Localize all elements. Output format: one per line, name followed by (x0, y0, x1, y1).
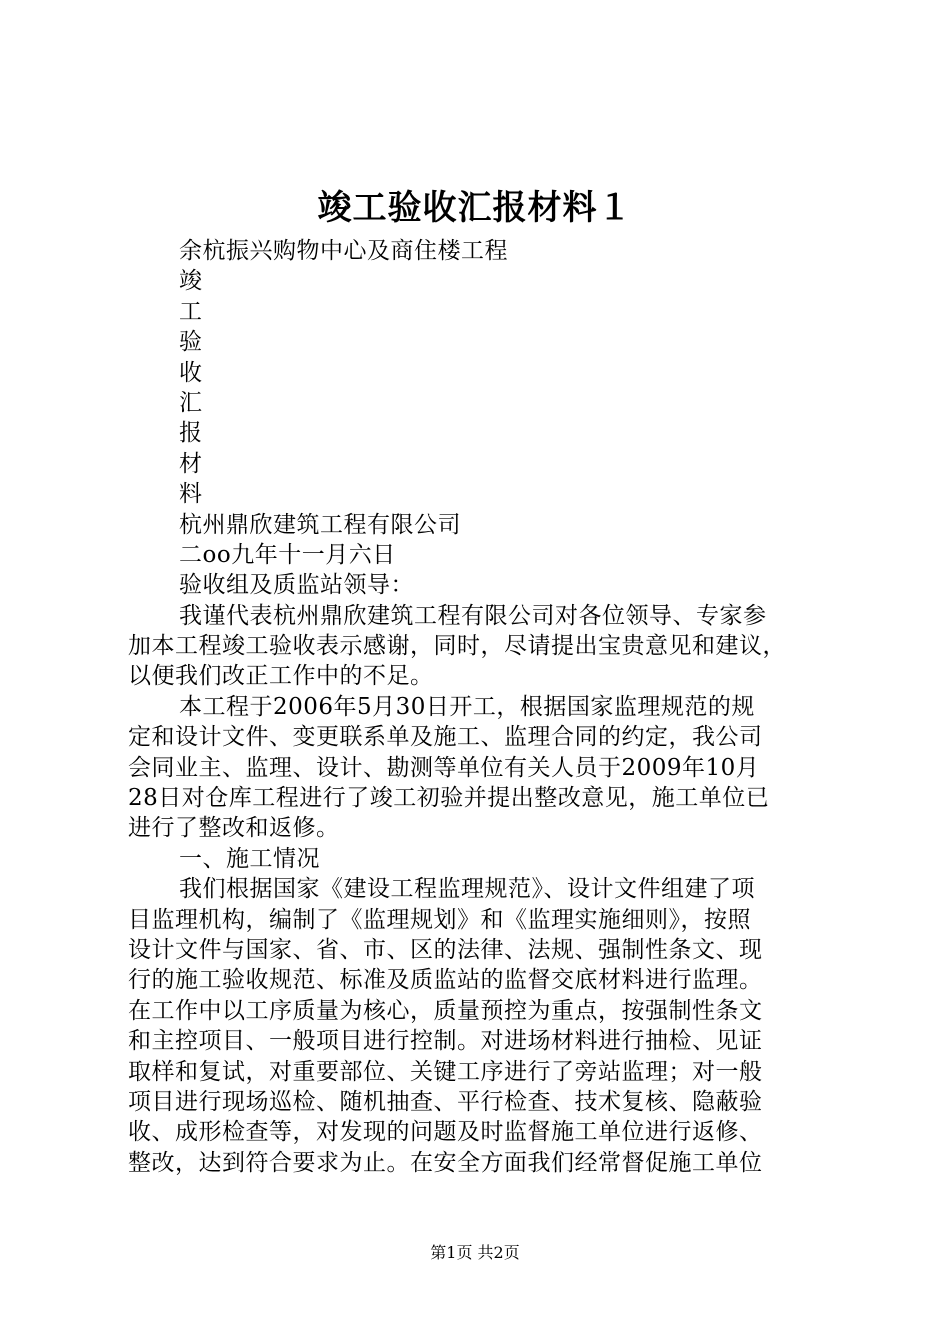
paragraph-line: 取样和复试，对重要部位、关键工序进行了旁站监理；对一般 (128, 1058, 763, 1085)
salutation: 验收组及质监站领导： (179, 572, 414, 599)
cover-char: 报 (179, 420, 203, 447)
page-footer: 第1页 共2页 (430, 1243, 520, 1262)
paragraph-line: 和主控项目、一般项目进行控制。对进场材料进行抽检、见证 (128, 1028, 763, 1055)
document-title: 竣工验收汇报材料１ (317, 188, 633, 228)
paragraph-line: 会同业主、监理、设计、勘测等单位有关人员于2009年10月 (128, 754, 760, 781)
cover-char: 竣 (179, 268, 203, 295)
paragraph-line: 项目进行现场巡检、随机抽查、平行检查、技术复核、隐蔽验 (128, 1088, 763, 1115)
cover-char: 验 (179, 329, 203, 356)
paragraph-line: 定和设计文件、变更联系单及施工、监理合同的约定，我公司 (128, 724, 763, 751)
paragraph-line: 收、成形检查等，对发现的问题及时监督施工单位进行返修、 (128, 1119, 763, 1146)
paragraph-line: 在工作中以工序质量为核心，质量预控为重点，按强制性条文 (128, 997, 763, 1024)
cover-project-name: 余杭振兴购物中心及商住楼工程 (179, 238, 508, 264)
paragraph-line: 我谨代表杭州鼎欣建筑工程有限公司对各位领导、专家参 (179, 602, 767, 629)
cover-char: 工 (179, 298, 203, 325)
cover-char: 汇 (179, 389, 203, 416)
paragraph-line: 整改，达到符合要求为止。在安全方面我们经常督促施工单位 (128, 1149, 763, 1176)
paragraph-line: 本工程于2006年5月30日开工，根据国家监理规范的规 (179, 693, 755, 720)
paragraph-line: 进行了整改和返修。 (128, 815, 340, 842)
cover-date: 二oo九年十一月六日 (179, 541, 396, 568)
paragraph-line: 28日对仓库工程进行了竣工初验并提出整改意见，施工单位已 (128, 785, 770, 812)
paragraph-line: 设计文件与国家、省、市、区的法律、法规、强制性条文、现 (128, 936, 763, 963)
paragraph-line: 行的施工验收规范、标准及质监站的监督交底材料进行监理。 (128, 967, 763, 994)
cover-char: 料 (179, 481, 203, 508)
document-body (128, 236, 833, 1178)
cover-char: 收 (179, 359, 203, 386)
paragraph-line: 以便我们改正工作中的不足。 (128, 663, 434, 690)
paragraph-line: 目监理机构，编制了《监理规划》和《监理实施细则》，按照 (128, 906, 751, 933)
cover-char: 材 (179, 450, 203, 477)
paragraph-line: 加本工程竣工验收表示感谢，同时，尽请提出宝贵意见和建议， (128, 633, 786, 660)
cover-company: 杭州鼎欣建筑工程有限公司 (179, 511, 461, 538)
section-heading: 一、施工情况 (179, 845, 320, 872)
paragraph-line: 我们根据国家《建设工程监理规范》、设计文件组建了项 (179, 876, 755, 903)
